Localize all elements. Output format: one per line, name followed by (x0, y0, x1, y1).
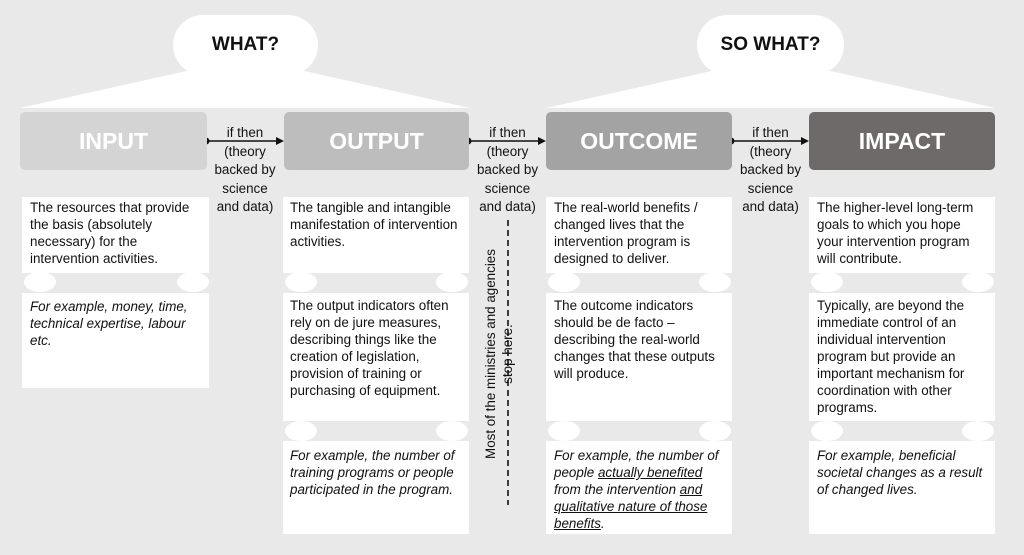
connector-line: science (222, 180, 268, 196)
divider-note-line: Most of the ministries and agencies (483, 249, 498, 459)
connector-line: and data) (479, 199, 536, 214)
connector-text-2 (469, 124, 546, 217)
outcome-example-text: from the intervention (554, 482, 680, 497)
connector-line: science (484, 180, 531, 196)
outcome-example-text: . (600, 516, 605, 531)
connector-line: if then (489, 125, 526, 140)
outcome-indicators: The outcome indicators should be de facto – describing the real-world changes that these outputs will produce. (554, 298, 715, 381)
stage-box-output (284, 112, 469, 170)
output-indicators: The output indicators often rely on de jure measures, describing things like the creation of legislation, provision of training or purchasing of equipment. (290, 298, 449, 398)
connector-line: backed by (476, 162, 539, 177)
connector-line: and data) (216, 199, 274, 214)
impact-description: The higher-level long-term goals to which you hope your intervention program will contribute. (817, 200, 974, 266)
outcome-description: The real-world benefits / changed lives that the intervention program is designed to deliver. (554, 200, 698, 266)
so-what-fan (546, 68, 995, 108)
stage-box-impact (809, 112, 995, 170)
outcome-example-underline: and qualitative nature of those benefits (554, 482, 708, 531)
connector-text-1 (207, 124, 283, 217)
connector-line: (theory (749, 143, 792, 159)
stage-label-output: OUTPUT (329, 127, 424, 154)
impact-indicators: Typically, are beyond the immediate control of an individual intervention program but provide an important mechanism for coordination with other programs. (817, 298, 965, 415)
connector-line: if then (752, 125, 789, 140)
connector-line: (theory (486, 143, 529, 159)
output-description: The tangible and intangible manifestation of intervention activities. (290, 200, 458, 249)
connector-line: and data) (742, 199, 799, 214)
connector-line: (theory (224, 143, 266, 159)
impact-example: For example, beneficial societal changes as a result of changed lives. (817, 448, 983, 497)
what-label: WHAT? (211, 34, 280, 55)
outcome-example-underline: actually benefited (597, 465, 703, 480)
divider-note (482, 224, 518, 484)
input-description: The resources that provide the basis (absolutely necessary) for the intervention activities. (30, 200, 190, 266)
input-example: For example, money, time, technical expertise, labour etc. (30, 299, 188, 348)
stage-label-impact: IMPACT (858, 127, 946, 154)
stage-box-input (20, 112, 207, 170)
what-fan (20, 68, 470, 108)
stage-label-input: INPUT (79, 127, 148, 154)
so-what-label: SO WHAT? (720, 34, 821, 55)
stage-label-outcome: OUTCOME (580, 127, 698, 154)
outcome-example (554, 447, 730, 532)
output-example: For example, the number of training programs or people participated in the program. (290, 448, 455, 497)
connector-line: if then (226, 125, 264, 140)
connector-line: science (747, 180, 794, 196)
stage-box-outcome (546, 112, 732, 170)
connector-text-3 (732, 124, 809, 217)
outcome-example-text: For example, the number of people (554, 448, 719, 480)
connector-line: backed by (214, 162, 276, 177)
connector-line: backed by (739, 162, 802, 177)
divider-note-line: stop here. (500, 324, 515, 384)
